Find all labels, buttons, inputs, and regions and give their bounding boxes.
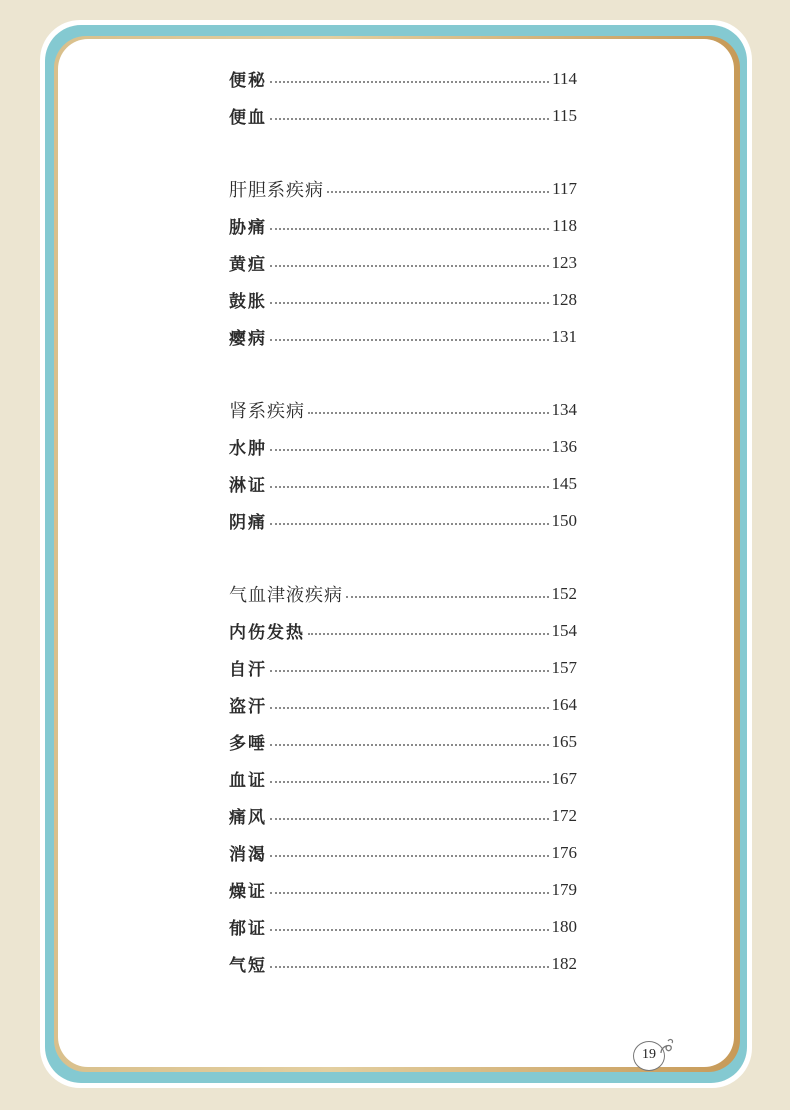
toc-entry-page: 167: [551, 768, 577, 788]
toc-entry-page: 164: [551, 694, 577, 714]
toc-entry-page: 134: [551, 399, 577, 419]
toc-entry[interactable]: [229, 649, 577, 686]
page-folio: [633, 1041, 667, 1071]
toc-entry[interactable]: [229, 834, 577, 871]
dot-leader: [270, 707, 549, 709]
toc-entry-page: 172: [551, 805, 577, 825]
dot-leader: [270, 855, 549, 857]
toc-entry[interactable]: [229, 465, 577, 502]
toc-entry[interactable]: [229, 686, 577, 723]
table-of-contents: [229, 60, 577, 1018]
toc-entry-title: 气血津液疾病: [229, 584, 343, 606]
toc-entry[interactable]: [229, 97, 577, 134]
toc-entry[interactable]: [229, 723, 577, 760]
dot-leader: [270, 966, 549, 968]
dot-leader: [270, 339, 549, 341]
toc-chapter-entry[interactable]: [229, 170, 577, 207]
toc-entry-page: 182: [551, 953, 577, 973]
toc-entry-page: 150: [551, 510, 577, 530]
dot-leader: [270, 892, 549, 894]
toc-entry-title: 多唾: [229, 734, 267, 754]
toc-entry-page: 118: [552, 215, 577, 235]
toc-entry[interactable]: [229, 797, 577, 834]
toc-entry[interactable]: [229, 244, 577, 281]
toc-entry-page: 115: [552, 105, 577, 125]
toc-entry-title: 胁痛: [229, 218, 267, 238]
dot-leader: [270, 81, 549, 83]
toc-entry-page: 123: [551, 252, 577, 272]
toc-entry-title: 便秘: [229, 71, 267, 91]
toc-entry-page: 154: [551, 620, 577, 640]
dot-leader: [308, 412, 549, 414]
toc-entry-page: 179: [551, 879, 577, 899]
toc-entry-page: 145: [551, 473, 577, 493]
dot-leader: [270, 265, 549, 267]
toc-entry-page: 165: [551, 731, 577, 751]
dot-leader: [270, 302, 549, 304]
toc-entry-title: 郁证: [229, 919, 267, 939]
dot-leader: [327, 191, 549, 193]
toc-entry[interactable]: [229, 502, 577, 539]
toc-entry-title: 阴痛: [229, 513, 267, 533]
toc-entry-title: 水肿: [229, 439, 267, 459]
toc-entry[interactable]: [229, 318, 577, 355]
swirl-ornament-icon: [659, 1037, 675, 1057]
toc-entry-page: 157: [551, 657, 577, 677]
toc-entry-page: 136: [551, 436, 577, 456]
toc-entry[interactable]: [229, 612, 577, 649]
dot-leader: [346, 596, 549, 598]
toc-entry-page: 131: [551, 326, 577, 346]
dot-leader: [308, 633, 549, 635]
toc-entry-title: 自汗: [229, 660, 267, 680]
dot-leader: [270, 486, 549, 488]
dot-leader: [270, 449, 549, 451]
dot-leader: [270, 228, 549, 230]
dot-leader: [270, 118, 549, 120]
toc-section: [229, 391, 577, 539]
toc-entry-title: 肝胆系疾病: [229, 179, 324, 201]
toc-entry-page: 128: [551, 289, 577, 309]
toc-entry-title: 血证: [229, 771, 267, 791]
toc-entry[interactable]: [229, 60, 577, 97]
dot-leader: [270, 523, 549, 525]
toc-entry-page: 114: [552, 68, 577, 88]
toc-entry[interactable]: [229, 945, 577, 982]
toc-entry-title: 消渴: [229, 845, 267, 865]
toc-entry-title: 痛风: [229, 808, 267, 828]
dot-leader: [270, 670, 549, 672]
toc-entry-title: 便血: [229, 108, 267, 128]
toc-entry[interactable]: [229, 871, 577, 908]
toc-section: [229, 575, 577, 982]
toc-section: [229, 170, 577, 355]
toc-entry-page: 176: [551, 842, 577, 862]
toc-entry-title: 肾系疾病: [229, 400, 305, 422]
toc-entry-page: 180: [551, 916, 577, 936]
toc-entry-title: 瘿病: [229, 329, 267, 349]
dot-leader: [270, 781, 549, 783]
toc-entry-title: 黄疸: [229, 255, 267, 275]
dot-leader: [270, 929, 549, 931]
dot-leader: [270, 818, 549, 820]
toc-entry-title: 内伤发热: [229, 623, 305, 643]
toc-section: [229, 60, 577, 134]
toc-entry[interactable]: [229, 281, 577, 318]
toc-entry-title: 淋证: [229, 476, 267, 496]
toc-entry-page: 152: [551, 583, 577, 603]
toc-entry-title: 燥证: [229, 882, 267, 902]
folio-page-number: 19: [642, 1047, 656, 1062]
toc-entry-title: 气短: [229, 956, 267, 976]
toc-entry[interactable]: [229, 908, 577, 945]
toc-entry-title: 鼓胀: [229, 292, 267, 312]
toc-chapter-entry[interactable]: [229, 391, 577, 428]
toc-entry-title: 盗汗: [229, 697, 267, 717]
toc-chapter-entry[interactable]: [229, 575, 577, 612]
toc-entry[interactable]: [229, 428, 577, 465]
dot-leader: [270, 744, 549, 746]
toc-entry[interactable]: [229, 207, 577, 244]
toc-entry-page: 117: [552, 178, 577, 198]
toc-entry[interactable]: [229, 760, 577, 797]
